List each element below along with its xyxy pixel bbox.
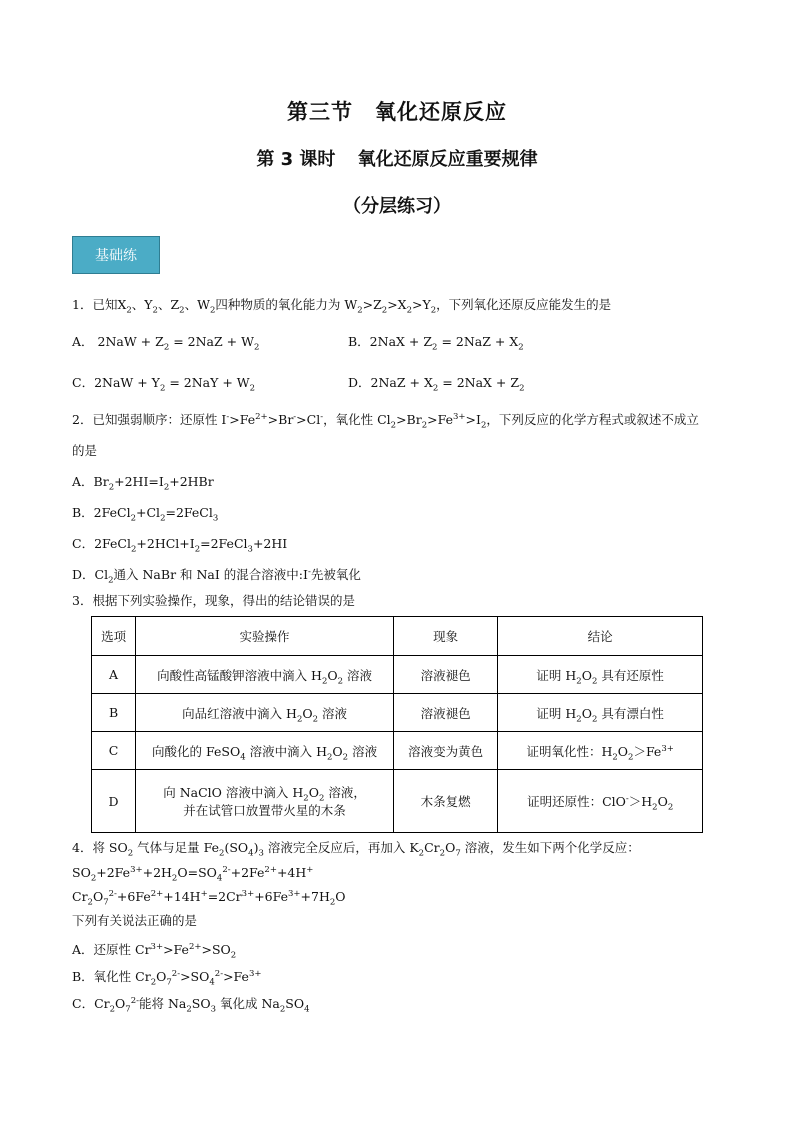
question-4-option-b: B．氧化性 $Cr_2O_7^{2-}>SO_4^{2-}>Fe^{3+}$ (72, 968, 262, 988)
header-operation: 实验操作 (136, 617, 394, 656)
question-3-stem: 3．根据下列实验操作，现象，得出的结论错误的是 (72, 593, 355, 608)
question-4-option-a: A．还原性 $Cr^{3+}>Fe^{2+}>SO_2$ (72, 941, 237, 961)
row-b-conclusion: 证明 $H_2O_2$ 具有漂白性 (498, 694, 703, 732)
question-2-option-c: C．$2FeCl_2+2HCl+I_2=2FeCl_3+2HI$ (72, 536, 288, 555)
question-4-equation-1: $SO_2+2Fe^{3+}+2H_2O=SO_4^{2-}+2Fe^{2+}+4H^+$ (72, 864, 314, 884)
basic-practice-badge: 基础练 (72, 236, 160, 274)
section-title: 第三节 氧化还原反应 (287, 100, 507, 124)
question-2-option-b: B．$2FeCl_2+Cl_2=2FeCl_3$ (72, 505, 219, 524)
row-b-option: B (92, 694, 136, 732)
question-2-option-a: A．$Br_2+2HI=I_2+2HBr$ (72, 474, 214, 493)
question-1-option-d: D．$2NaZ + X_2 = 2NaX + Z_2$ (348, 375, 525, 394)
row-a-operation: 向酸性高锰酸钾溶液中滴入 $H_2O_2$ 溶液 (136, 656, 394, 694)
table-row (92, 656, 703, 694)
experiment-table (91, 616, 703, 833)
question-2-stem: 2．已知强弱顺序：还原性 $I^->Fe^{2+}>Br^->Cl^-$，氧化性 $Cl_2>Br_2>Fe^{3+}>I_2$，下列反应的化学方程式或叙述不成立 (72, 411, 699, 431)
row-d-operation: 向 NaClO 溶液中滴入 $H_2O_2$ 溶液， 并在试管口放置带火星的木条 (136, 770, 394, 833)
lesson-title: 第 3 课时 氧化还原反应重要规律 (256, 149, 538, 170)
question-2-stem-cont: 的是 (72, 443, 98, 458)
row-c-operation: 向酸化的 FeSO$_4$ 溶液中滴入 $H_2O_2$ 溶液 (136, 732, 394, 770)
question-1-option-a: A． $2NaW + Z_2 = 2NaZ + W_2$ (72, 334, 260, 353)
question-1-stem: 1．已知$X_2$、$Y_2$、$Z_2$、$W_2$四种物质的氧化能力为 $W_2>Z_2>X_2>Y_2$，下列氧化还原反应能发生的是 (72, 297, 612, 316)
table-row (92, 694, 703, 732)
table-row (92, 770, 703, 833)
question-1-option-b: B．$2NaX + Z_2 = 2NaZ + X_2$ (348, 334, 524, 353)
row-a-option: A (92, 656, 136, 694)
question-4-stem: 4．将 $SO_2$ 气体与足量 $Fe_2(SO_4)_3$ 溶液完全反应后，再加入 $K_2Cr_2O_7$ 溶液，发生如下两个化学反应： (72, 840, 640, 859)
row-c-phenomenon: 溶液变为黄色 (393, 732, 497, 770)
row-d-conclusion: 证明还原性：$ClO^->H_2O_2$ (498, 770, 703, 833)
row-d-phenomenon: 木条复燃 (393, 770, 497, 833)
row-c-option: C (92, 732, 136, 770)
header-option: 选项 (92, 617, 136, 656)
header-phenomenon: 现象 (393, 617, 497, 656)
table-row (92, 732, 703, 770)
question-4-prompt: 下列有关说法正确的是 (72, 913, 198, 928)
worksheet-subtitle: （分层练习） (343, 196, 451, 217)
row-a-phenomenon: 溶液褪色 (393, 656, 497, 694)
header-conclusion: 结论 (498, 617, 703, 656)
row-d-option: D (92, 770, 136, 833)
row-b-phenomenon: 溶液褪色 (393, 694, 497, 732)
question-2-option-d: D．$Cl_2$通入 NaBr 和 NaI 的混合溶液中:I-先被氧化 (72, 566, 361, 586)
table-header-row (92, 617, 703, 656)
question-1-option-c: C．$2NaW + Y_2 = 2NaY + W_2$ (72, 375, 256, 394)
row-b-operation: 向品红溶液中滴入 $H_2O_2$ 溶液 (136, 694, 394, 732)
row-a-conclusion: 证明 $H_2O_2$ 具有还原性 (498, 656, 703, 694)
question-4-equation-2: $Cr_2O_7^{2-}+6Fe^{2+}+14H^+=2Cr^{3+}+6Fe^{3+}+7H_2O$ (72, 888, 346, 908)
row-c-conclusion: 证明氧化性：$H_2O_2>Fe^{3+}$ (498, 732, 703, 770)
question-4-option-c: C．$Cr_2O_7^{2-}$能将 $Na_2SO_3$ 氧化成 $Na_2SO_4$ (72, 995, 310, 1015)
